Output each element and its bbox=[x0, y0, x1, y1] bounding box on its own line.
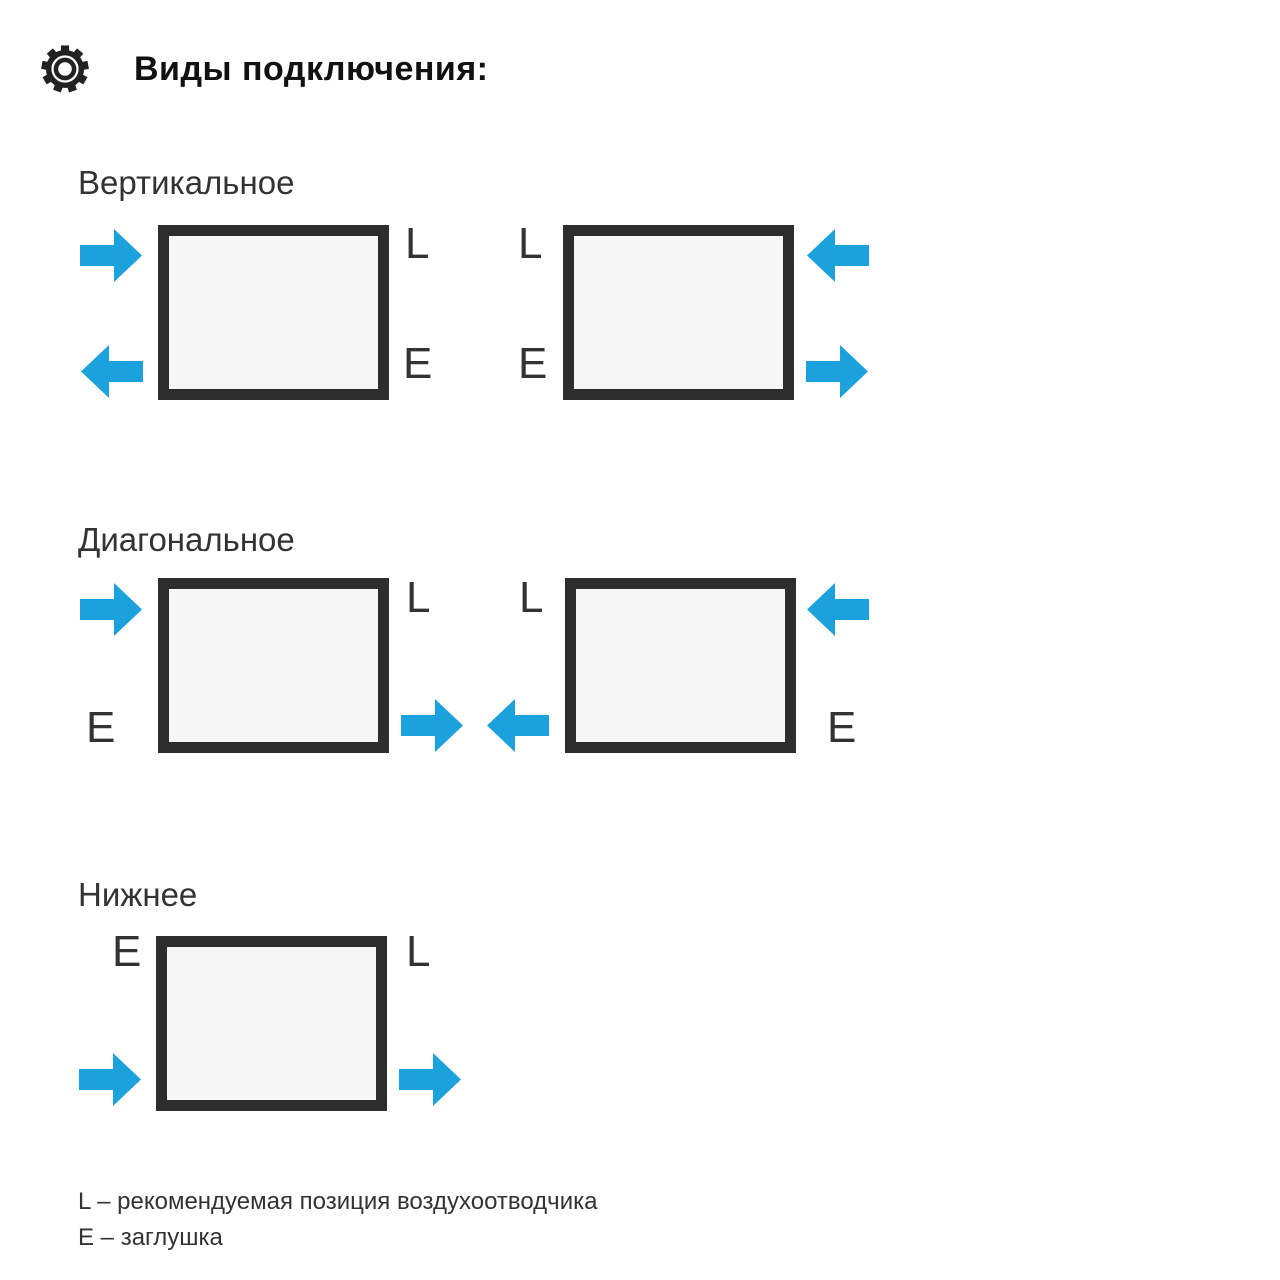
gear-icon bbox=[36, 40, 94, 98]
section-label-bottom: Нижнее bbox=[78, 876, 198, 913]
arrow-right-icon bbox=[399, 1052, 462, 1107]
section-label-vertical: Вертикальное bbox=[78, 164, 295, 201]
radiator-box bbox=[563, 225, 794, 400]
legend-line-e: E – заглушка bbox=[78, 1224, 223, 1251]
port-label-e: E bbox=[403, 339, 433, 388]
arrow-right-icon bbox=[806, 344, 869, 399]
arrow-right-icon bbox=[80, 228, 143, 283]
port-label-l: L bbox=[406, 573, 431, 622]
radiator-box bbox=[565, 578, 796, 753]
port-label-e: E bbox=[518, 339, 548, 388]
legend bbox=[78, 1184, 597, 1256]
radiator-box bbox=[158, 578, 389, 753]
arrow-left-icon bbox=[80, 344, 143, 399]
radiator-box bbox=[158, 225, 389, 400]
arrow-right-icon bbox=[79, 1052, 142, 1107]
arrow-right-icon bbox=[80, 582, 143, 637]
arrow-right-icon bbox=[401, 698, 464, 753]
port-label-l: L bbox=[518, 219, 543, 268]
page-title: Виды подключения: bbox=[134, 50, 489, 88]
port-label-e: E bbox=[112, 927, 142, 976]
arrow-left-icon bbox=[486, 698, 549, 753]
port-label-e: E bbox=[827, 703, 857, 752]
port-label-l: L bbox=[405, 219, 430, 268]
section-label-diagonal: Диагональное bbox=[78, 521, 295, 558]
arrow-left-icon bbox=[806, 582, 869, 637]
radiator-box bbox=[156, 936, 387, 1111]
port-label-l: L bbox=[406, 927, 431, 976]
arrow-left-icon bbox=[806, 228, 869, 283]
port-label-l: L bbox=[519, 573, 544, 622]
port-label-e: E bbox=[86, 703, 116, 752]
legend-line-l: L – рекомендуемая позиция воздухоотводчика bbox=[78, 1188, 598, 1215]
